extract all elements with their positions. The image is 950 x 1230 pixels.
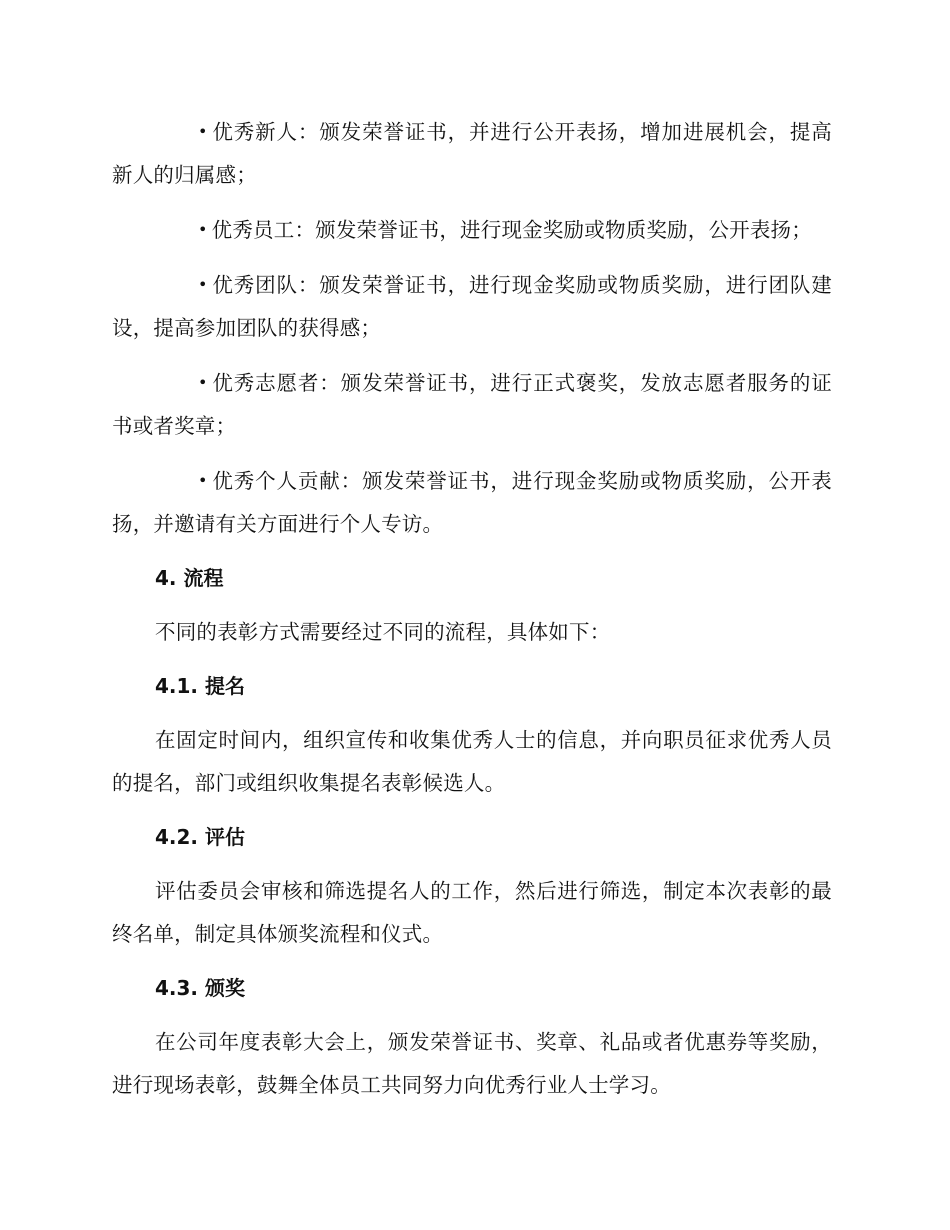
bullet-item <box>112 459 832 546</box>
document-page <box>112 110 832 1118</box>
bullet-text: 优秀团队：颁发荣誉证书，进行现金奖励或物质奖励，进行团队建设，提高参加团队的获得感； <box>112 273 832 340</box>
bullet-item <box>112 263 832 350</box>
bullet-text: 优秀员工：颁发荣誉证书，进行现金奖励或物质奖励，公开表扬； <box>211 218 812 242</box>
bullet-item <box>112 110 832 197</box>
subsection-text: 在固定时间内，组织宣传和收集优秀人士的信息，并向职员征求优秀人员的提名，部门或组织收集提名表彰候选人。 <box>112 728 832 795</box>
bullet-text: 优秀新人：颁发荣誉证书，并进行公开表扬，增加进展机会，提高新人的归属感； <box>112 120 832 187</box>
subsection-heading: 4.1. 提名 <box>155 674 245 698</box>
subsection-text: 在公司年度表彰大会上，颁发荣誉证书、奖章、礼品或者优惠券等奖励，进行现场表彰，鼓舞全体员工共同努力向优秀行业人士学习。 <box>112 1030 832 1097</box>
bullet-text: 优秀个人贡献：颁发荣誉证书，进行现金奖励或物质奖励，公开表扬，并邀请有关方面进行个人专访。 <box>112 469 832 536</box>
section-intro: 不同的表彰方式需要经过不同的流程，具体如下： <box>155 620 611 644</box>
bullet-marker: • <box>198 471 208 490</box>
bullet-item <box>112 208 832 252</box>
bullet-marker: • <box>198 275 208 294</box>
bullet-item <box>112 361 832 448</box>
section-heading: 4. 流程 <box>155 566 224 590</box>
subsection-heading: 4.2. 评估 <box>155 825 245 849</box>
bullet-marker: • <box>198 122 208 141</box>
subsection-text: 评估委员会审核和筛选提名人的工作，然后进行筛选，制定本次表彰的最终名单，制定具体颁奖流程和仪式。 <box>112 879 832 946</box>
bullet-text: 优秀志愿者：颁发荣誉证书，进行正式褒奖，发放志愿者服务的证书或者奖章； <box>112 371 832 438</box>
subsection-heading: 4.3. 颁奖 <box>155 976 245 1000</box>
bullet-marker: • <box>198 373 208 392</box>
bullet-marker: • <box>198 220 208 239</box>
